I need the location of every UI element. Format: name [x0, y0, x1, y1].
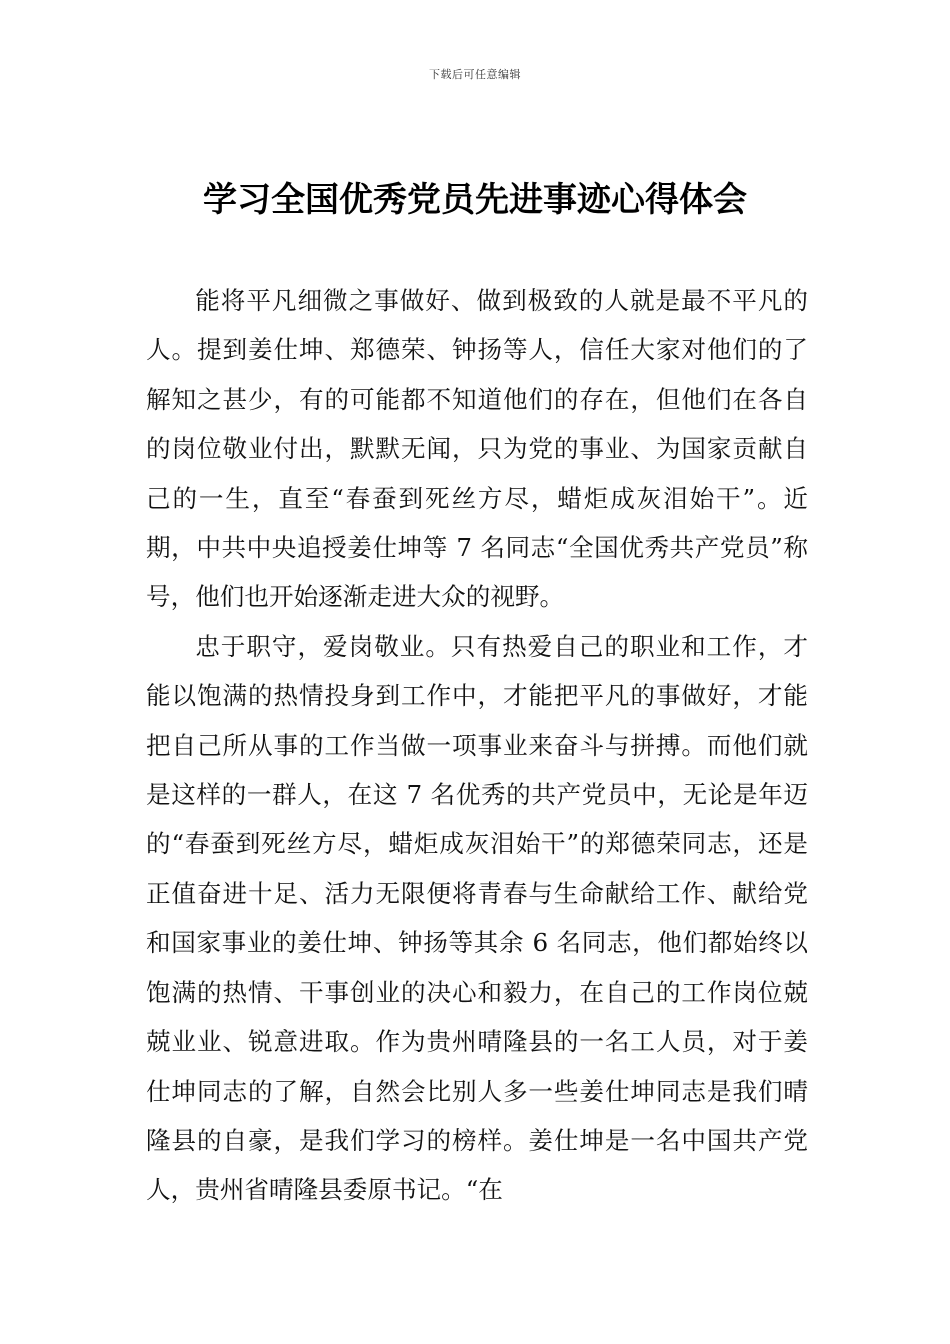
document-body — [146, 276, 808, 1215]
document-title: 学习全国优秀党员先进事迹心得体会 — [203, 180, 747, 220]
paragraph-dedication: 忠于职守，爱岗敬业。只有热爱自己的职业和工作，才能以饱满的热情投身到工作中，才能把平凡的事做好，才能把自己所从事的工作当做一项事业来奋斗与拼搏。而他们就是这样的一群人，在这 7 名优秀的共产党员中，无论是年迈的“春蚕到死丝方尽，蜡炬成灰泪始干”的郑德荣同志，还是正值奋进十足、活力无限便将青春与生命献给工作、献给党和国家事业的姜仕坤、钟扬等其余 6 名同志，他们都始终以饱满的热情、干事创业的决心和毅力，在自己的工作岗位兢兢业业、锐意进取。作为贵州晴隆县的一名工人员，对于姜仕坤同志的了解，自然会比别人多一些姜仕坤同志是我们晴隆县的自豪，是我们学习的榜样。姜仕坤是一名中国共产党人，贵州省晴隆县委原书记。“在 — [146, 631, 808, 1205]
paragraph-intro: 能将平凡细微之事做好、做到极致的人就是最不平凡的人。提到姜仕坤、郑德荣、钟扬等人，信任大家对他们的了解知之甚少，有的可能都不知道他们的存在，但他们在各自的岗位敬业付出，默默无闻，只为党的事业、为国家贡献自己的一生，直至“春蚕到死丝方尽，蜡炬成灰泪始干”。近期，中共中央追授姜仕坤等 7 名同志“全国优秀共产党员”称号，他们也开始逐渐走进大众的视野。 — [146, 286, 808, 612]
header-note: 下载后可任意编辑 — [429, 68, 521, 81]
